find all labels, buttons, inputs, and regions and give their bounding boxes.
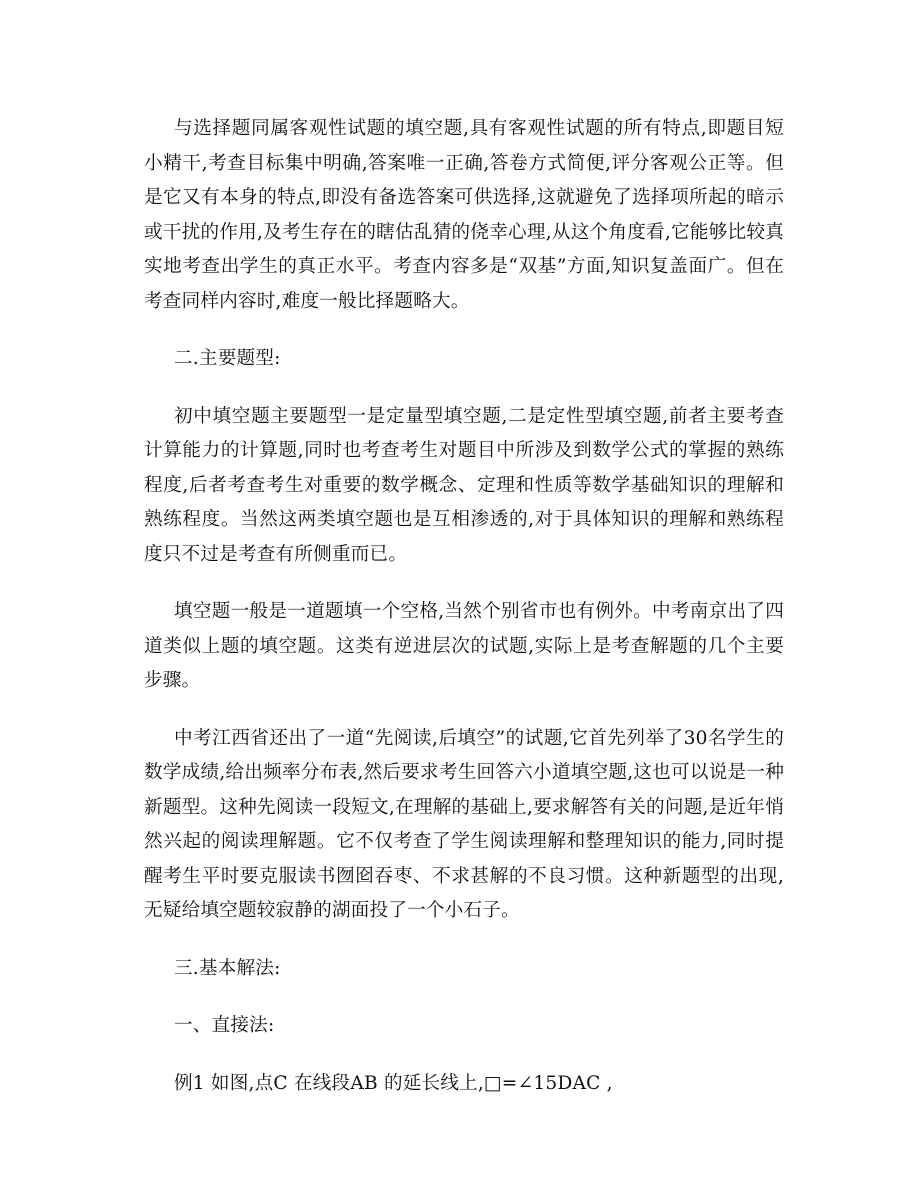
subsection-heading-direct-method: 一、直接法: bbox=[174, 1015, 275, 1036]
example-1-line: 例1 如图,点C 在线段AB 的延长线上,□=∠15DAC , bbox=[174, 1072, 613, 1094]
document-page bbox=[144, 112, 784, 1101]
section-heading-main-types: 二.主要题型: bbox=[174, 348, 281, 369]
intro-paragraph: 与选择题同属客观性试题的填空题,具有客观性试题的所有特点,即题目短小精干,考查目标集中明确,答案唯一正确,答卷方式简便,评分客观公正等。但是它又有本身的特点,即没有备选答案可供选择,这就避免了选择项所起的暗示或干扰的作用,及考生存在的瞎估乱猜的侥幸心理,从这个角度看,它能够比较真实地考查出学生的真正水平。考查内容多是“双基”方面,知识复盖面广。但在考查同样内容时,难度一般比择题略大。 bbox=[144, 118, 784, 312]
jiangxi-paragraph: 中考江西省还出了一道“先阅读,后填空”的试题,它首先列举了30名学生的数学成绩,给出频率分布表,然后要求考生回答六小道填空题,这也可以说是一种新题型。这种先阅读一段短文,在理解的基础上,要求解答有关的问题,是近年悄然兴起的阅读理解题。它不仅考查了学生阅读理解和整理知识的能力,同时提醒考生平时要克服读书囫囵吞枣、不求甚解的不良习惯。这种新题型的出现,无疑给填空题较寂静的湖面投了一个小石子。 bbox=[144, 727, 784, 921]
section-heading-basic-methods: 三.基本解法: bbox=[174, 957, 281, 979]
main-types-paragraph: 初中填空题主要题型一是定量型填空题,二是定性型填空题,前者主要考查计算能力的计算题,同时也考查考生对题目中所涉及到数学公式的掌握的熟练程度,后者考查考生对重要的数学概念、定理和性质等数学基础知识的理解和熟练程度。当然这两类填空题也是互相渗透的,对于具体知识的理解和熟练程度只不过是考查有所侧重而已。 bbox=[144, 405, 784, 565]
fill-blank-paragraph: 填空题一般是一道题填一个空格,当然个别省市也有例外。中考南京出了四道类似上题的填空题。这类有逆进层次的试题,实际上是考查解题的几个主要步骤。 bbox=[144, 601, 784, 691]
